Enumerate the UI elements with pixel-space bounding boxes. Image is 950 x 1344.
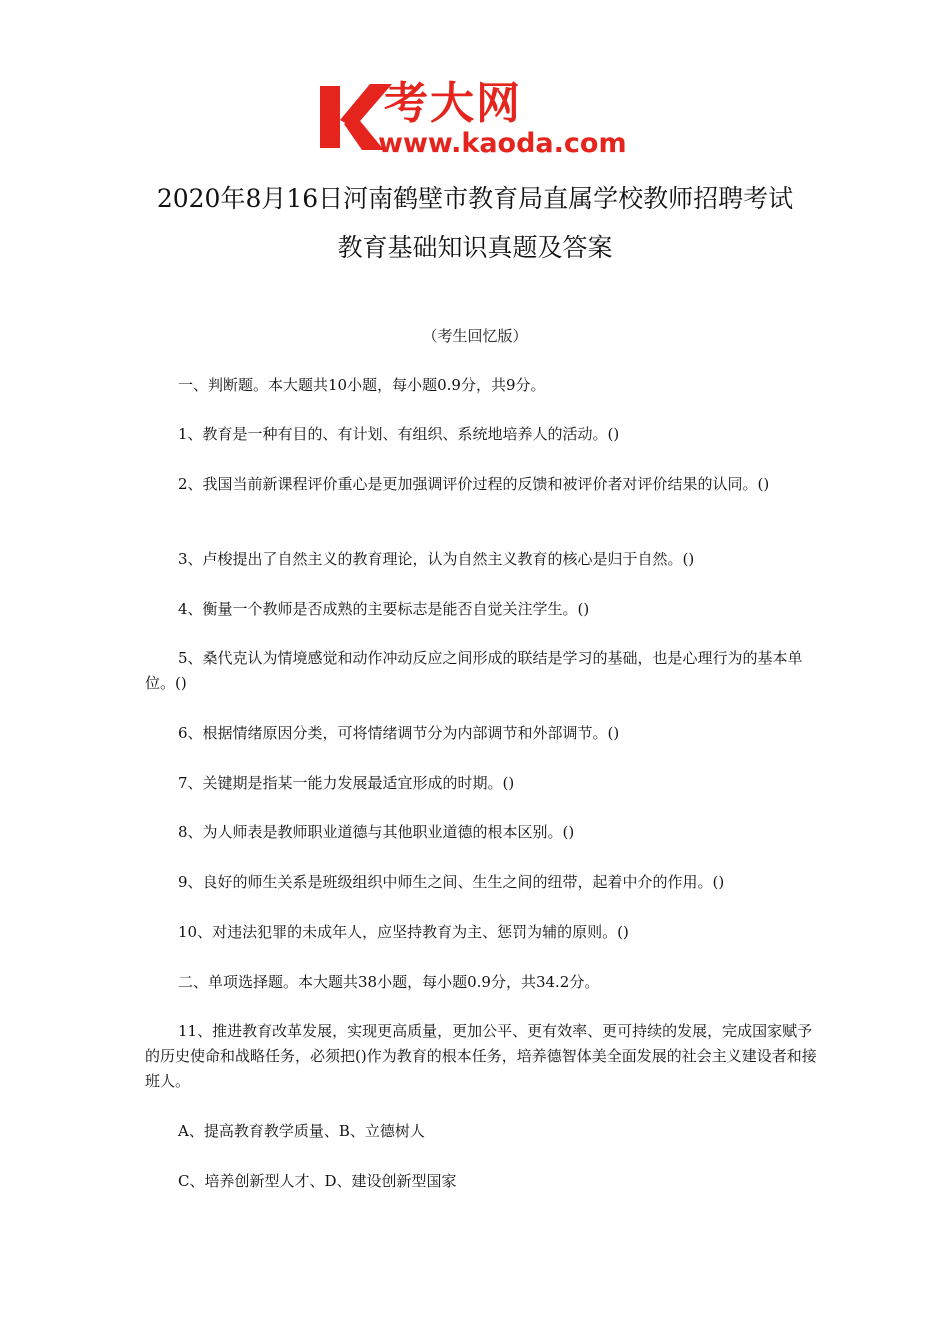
question-item: 9、良好的师生关系是班级组织中师生之间、生生之间的纽带，起着中介的作用。() [178,873,725,891]
document-title-line-2: 教育基础知识真题及答案 [337,233,613,262]
question-item: 4、衡量一个教师是否成熟的主要标志是能否自觉关注学生。() [178,600,590,618]
answer-options: C、培养创新型人才、D、建设创新型国家 [178,1172,457,1190]
question-item: 11、推进教育改革发展，实现更高质量，更加公平、更有效率、更可持续的发展，完成国家赋予的历史使命和战略任务，必须把()作为教育的根本任务，培养德智体美全面发展的社会主义建设者和接班人。 [145,1022,817,1090]
question-item: 10、对违法犯罪的未成年人，应坚持教育为主、惩罚为辅的原则。() [178,923,629,941]
question-item: 3、卢梭提出了自然主义的教育理论，认为自然主义教育的核心是归于自然。() [178,550,695,568]
question-item: 1、教育是一种有目的、有计划、有组织、系统地培养人的活动。() [178,425,620,443]
section-heading-true-false: 一、判断题。本大题共10小题，每小题0.9分，共9分。 [178,376,546,394]
answer-options: A、提高教育教学质量、B、立德树人 [178,1122,425,1140]
logo-url-text: www.kaoda.com [378,128,627,159]
kaoda-logo [318,80,648,160]
question-item: 2、我国当前新课程评价重心是更加强调评价过程的反馈和被评价者对评价结果的认同。() [178,475,770,493]
question-item: 8、为人师表是教师职业道德与其他职业道德的根本区别。() [178,823,575,841]
question-item: 5、桑代克认为情境感觉和动作冲动反应之间形成的联结是学习的基础，也是心理行为的基本单位。() [145,649,803,692]
question-item: 7、关键期是指某一能力发展最适宜形成的时期。() [178,774,515,792]
logo-chinese-text: 考大网 [384,78,522,129]
section-heading-single-choice: 二、单项选择题。本大题共38小题，每小题0.9分，共34.2分。 [178,973,600,991]
document-subtitle: （考生回忆版） [422,327,528,345]
question-item: 6、根据情绪原因分类，可将情绪调节分为内部调节和外部调节。() [178,724,620,742]
document-title-line-1: 2020年8月16日河南鹤壁市教育局直属学校教师招聘考试 [156,184,794,213]
